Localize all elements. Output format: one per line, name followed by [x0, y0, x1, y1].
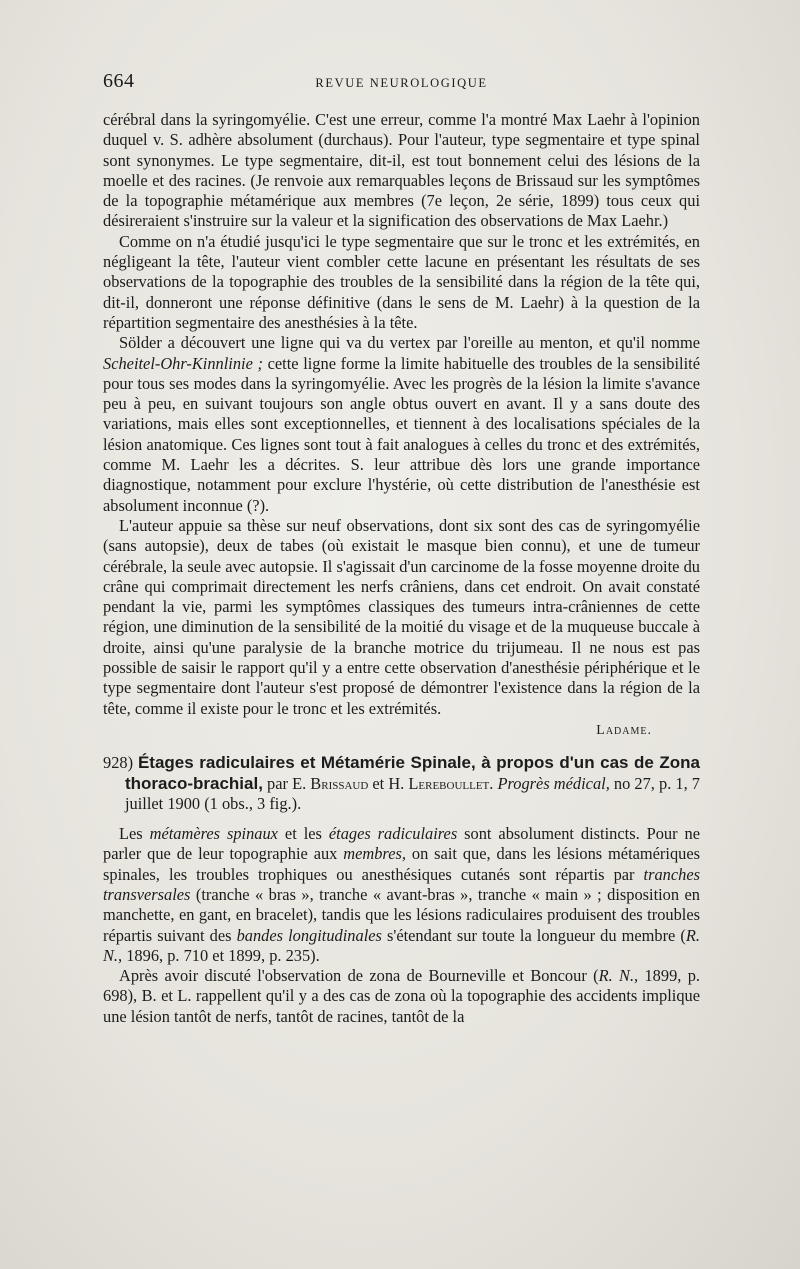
p5-ref: R. N., [103, 925, 700, 965]
p5-text-6: s'étendant sur toute la longueur du membre ( [381, 925, 686, 945]
article-author-1: Brissaud [310, 773, 369, 793]
p6-text-2: 1899, p. 698), B. et L. rappellent qu'il y a des cas de zona où la topographie des accidents implique une lésion tantôt de nerfs, tantôt de racines, tantôt de la [103, 966, 700, 1026]
p5-text-7: 1896, p. 710 et 1899, p. 235). [122, 945, 320, 965]
article-journal: Progrès médical, [493, 773, 610, 793]
paragraph-5 [103, 824, 700, 966]
section-spacer [103, 814, 700, 824]
p5-term-3: membres, [343, 844, 406, 864]
article-number: 928) [103, 753, 134, 773]
body-text [103, 110, 700, 1027]
p5-text-2: et les [277, 824, 329, 844]
paragraph-2: Comme on n'a étudié jusqu'ici le type segmentaire que sur le tronc et les extrémités, en négligeant la tête, l'auteur vient combler cette lacune en présentant les résultats de ses observations de la topographie des troubles de la sensibilité dans la région de la tête qui, dit-il, donneront une réponse définitive (dans le sens de M. Laehr) à la question de la répartition segmentaire des anesthésies à la tête. [103, 231, 700, 332]
paragraph-6 [103, 966, 700, 1027]
article-citation: no 27, p. 1, 7 juillet 1900 (1 obs., 3 fig.). [125, 773, 700, 813]
paragraph-3-text-b: cette ligne forme la limite habituelle des troubles de la sensibilité pour tous ses modes dans la syringomyélie. Avec les progrès de la lésion la limite s'avance peu à peu, en suivant toujours son angle obtus ouvert en avant. Il y a sans doute des variations, mais elles sont exceptionnelles, et tiennent à des localisations spéciales de la lésion anatomique. Ces lignes sont tout à fait analogues à celles du tronc et des extrémités, comme M. Laehr les a décrites. S. leur attribue dès lors une grande importance diagnostique, notamment pour exclure l'hystérie, où cette distribution de l'anesthésie est absolument inconnue (?). [103, 353, 700, 515]
paragraph-3-text-a: Sölder a découvert une ligne qui va du vertex par l'oreille au menton, et qu'il nomme [119, 333, 700, 353]
article-and: et H. [368, 773, 409, 793]
p6-text-1: Après avoir discuté l'observation de zona de Bourneville et Boncour ( [119, 966, 599, 986]
p5-text-4: on sait que, dans les lésions métamériques spinales, les troubles trophiques ou anesthésiques cutanés sont répartis par [103, 844, 700, 884]
paragraph-3 [103, 333, 700, 516]
p5-text-3: sont absolument distincts. Pour ne parler que de leur topographie aux [103, 824, 700, 864]
page-number: 664 [103, 70, 135, 92]
p5-term-5: bandes longitudinales [236, 925, 382, 945]
reviewer-signature: Ladame. [596, 722, 652, 738]
running-head: REVUE NEUROLOGIQUE [315, 76, 488, 90]
german-term: Scheitel-Ohr-Kinnlinie ; [103, 353, 263, 373]
p5-term-2: étages radiculaires [328, 824, 458, 844]
article-by: par E. [262, 773, 311, 793]
paragraph-4: L'auteur appuie sa thèse sur neuf observations, dont six sont des cas de syringomyélie (sans autopsie), deux de tabes (où existait le masque bien connu), et une de tumeur cérébrale, la seule avec autopsie. Il s'agissait d'un carcinome de la fosse moyenne droite du crâne qui comprimait directement les nerfs crâniens, dans cet endroit. On avait constaté pendant la vie, parmi les symptômes classiques des tumeurs intra-crâniennes de cette région, une diminution de la sensibilité de la moitié du visage et de la muqueuse buccale à droite, ainsi qu'une paralysie de la branche motrice du trijumeau. Il ne nous est pas possible de saisir le rapport qu'il y a entre cette observation d'anesthésie périphérique et le type segmentaire dont l'auteur s'est proposé de démontrer l'existence dans la région de la tête, comme il existe pour le tronc et les extrémités. [103, 515, 700, 718]
page-header [103, 70, 700, 96]
p6-ref: R. N., [598, 966, 639, 986]
p5-text-1: Les [119, 824, 150, 844]
article-title: Étages radiculaires et Métamérie Spinale, à propos d'un cas de Zona thoraco-brachial, [125, 753, 700, 793]
paragraph-1: cérébral dans la syringomyélie. C'est une erreur, comme l'a montré Max Laehr à l'opinion duquel v. S. adhère absolument (durchaus). Pour l'auteur, type segmentaire et type spinal sont synonymes. Le type segmentaire, dit-il, est tout bonnement celui des lésions de la moelle et des racines. (Je renvoie aux remarquables leçons de Brissaud sur les symptômes de la topographie métamérique aux membres (7e leçon, 2e série, 1899) tous ceux qui désireraient s'instruire sur la valeur et la signification des observations de Max Laehr.) [103, 110, 700, 231]
article-author-2: Lereboullet. [408, 773, 494, 793]
article-928-heading [103, 753, 700, 814]
p5-text-5: (tranche « bras », tranche « avant-bras », tranche « main » ; disposition en manchette, en gant, en bracelet), tandis que les lésions radiculaires produisent des troubles répartis suivant des [103, 884, 700, 945]
p5-term-4: tranches transversales [103, 864, 700, 904]
p5-term-1: métamères spinaux [149, 824, 278, 844]
